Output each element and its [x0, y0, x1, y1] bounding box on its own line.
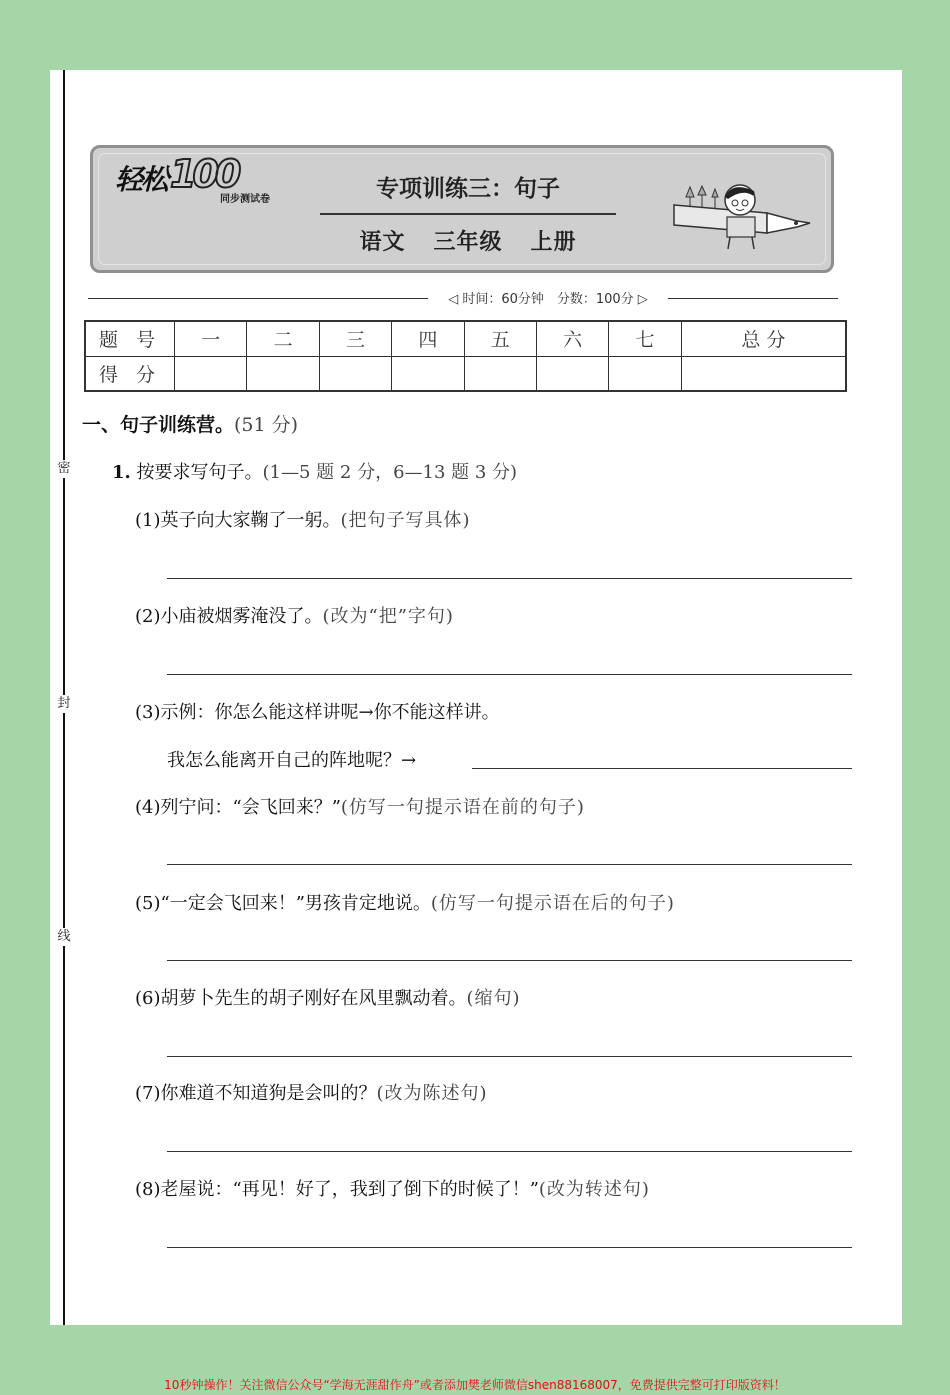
score-head-cell: 四 [392, 321, 464, 356]
binding-char-seal: 密 [55, 460, 73, 478]
score-head-cell: 七 [609, 321, 681, 356]
binding-char-line: 线 [55, 928, 73, 946]
section-points: (51 分) [234, 414, 299, 436]
grade-label: 三年级 [433, 229, 503, 255]
score-cell-total[interactable] [681, 356, 846, 391]
title-subinfo [320, 225, 616, 256]
sub-question-requirement: (改为转述句) [538, 1179, 650, 1200]
page-title: 专项训练三：句子 [376, 175, 560, 202]
score-head-cell: 一 [175, 321, 247, 356]
score-head-label: 题 号 [85, 321, 175, 356]
section-title-text: 一、句子训练营。 [82, 414, 235, 436]
score-head-cell: 三 [319, 321, 391, 356]
score-row-label: 得 分 [85, 356, 175, 391]
score-table-header-row [85, 321, 846, 356]
promo-footer: 10秒钟操作！关注微信公众号“学海无涯甜作舟”或者添加樊老师微信shen88168007，免费提供完整可打印版资料！ [164, 1378, 786, 1392]
sub-question-3 [135, 698, 500, 724]
sub-question-6 [135, 984, 521, 1010]
answer-line-8[interactable] [167, 1247, 852, 1248]
student-pen-mascot-icon [672, 175, 814, 255]
score-head-cell: 六 [536, 321, 608, 356]
section-title [82, 410, 298, 437]
score-cell[interactable] [319, 356, 391, 391]
answer-line-7[interactable] [167, 1151, 852, 1152]
sub-question-text: (2)小庙被烟雾淹没了。 [135, 606, 323, 627]
sub-question-text: (1)英子向大家鞠了一躬。 [135, 510, 341, 531]
exam-info-rule-left [88, 298, 428, 299]
sub-question-3-prompt: 我怎么能离开自己的阵地呢？→ [167, 750, 417, 771]
question-note: (1—5 题 2 分，6—13 题 3 分) [262, 462, 518, 483]
sub-question-text: (3)示例：你怎么能这样讲呢→你不能这样讲。 [135, 702, 500, 723]
sub-question-7 [135, 1079, 488, 1105]
score-table-score-row [85, 356, 846, 391]
answer-line-3[interactable] [472, 768, 852, 769]
question-text: 按要求写句子。 [136, 462, 263, 483]
subject-label: 语文 [359, 229, 406, 255]
sub-question-requirement: (仿写一句提示语在后的句子) [430, 893, 675, 914]
score-cell[interactable] [609, 356, 681, 391]
sub-question-requirement: (缩句) [466, 988, 521, 1009]
answer-line-5[interactable] [167, 960, 852, 961]
sub-question-5 [135, 889, 675, 915]
question-number: 1. [112, 462, 131, 483]
score-head-cell: 二 [247, 321, 319, 356]
logo-text: 轻松 [115, 163, 168, 196]
sub-question-8 [135, 1175, 650, 1201]
sub-question-text: (5)“一定会飞回来！”男孩肯定地说。 [135, 893, 431, 914]
sub-question-requirement: (改为“把”字句) [322, 606, 454, 627]
sub-question-4 [135, 793, 585, 819]
exam-time-score: ◁ 时间：60分钟 分数：100分 ▷ [448, 292, 648, 307]
answer-line-4[interactable] [167, 864, 852, 865]
question-1 [112, 458, 517, 484]
exam-info-row [88, 288, 838, 308]
logo-number: 100 [170, 152, 238, 196]
score-cell[interactable] [536, 356, 608, 391]
score-table [84, 320, 847, 392]
sub-question-requirement: (仿写一句提示语在前的句子) [340, 797, 585, 818]
score-cell[interactable] [247, 356, 319, 391]
title-divider [320, 213, 616, 215]
sub-question-text: (4)列宁问：“会飞回来？” [135, 797, 341, 818]
sub-question-requirement: (改为陈述句) [376, 1083, 488, 1104]
sub-question-text: (7)你难道不知道狗是会叫的？ [135, 1083, 377, 1104]
sub-question-text: (8)老屋说：“再见！好了，我到了倒下的时候了！” [135, 1179, 539, 1200]
sub-question-requirement: (把句子写具体) [340, 510, 471, 531]
sub-question-1 [135, 506, 471, 532]
logo-subtitle: 同步测试卷 [220, 194, 270, 205]
exam-info-rule-right [668, 298, 838, 299]
sub-question-2 [135, 602, 454, 628]
score-cell[interactable] [175, 356, 247, 391]
binding-char-envelope: 封 [55, 695, 73, 713]
score-cell[interactable] [464, 356, 536, 391]
answer-line-1[interactable] [167, 578, 852, 579]
score-cell[interactable] [392, 356, 464, 391]
answer-line-2[interactable] [167, 674, 852, 675]
score-head-cell: 五 [464, 321, 536, 356]
answer-line-6[interactable] [167, 1056, 852, 1057]
volume-label: 上册 [530, 229, 577, 255]
sub-question-text: (6)胡萝卜先生的胡子刚好在风里飘动着。 [135, 988, 467, 1009]
score-head-total: 总 分 [681, 321, 846, 356]
